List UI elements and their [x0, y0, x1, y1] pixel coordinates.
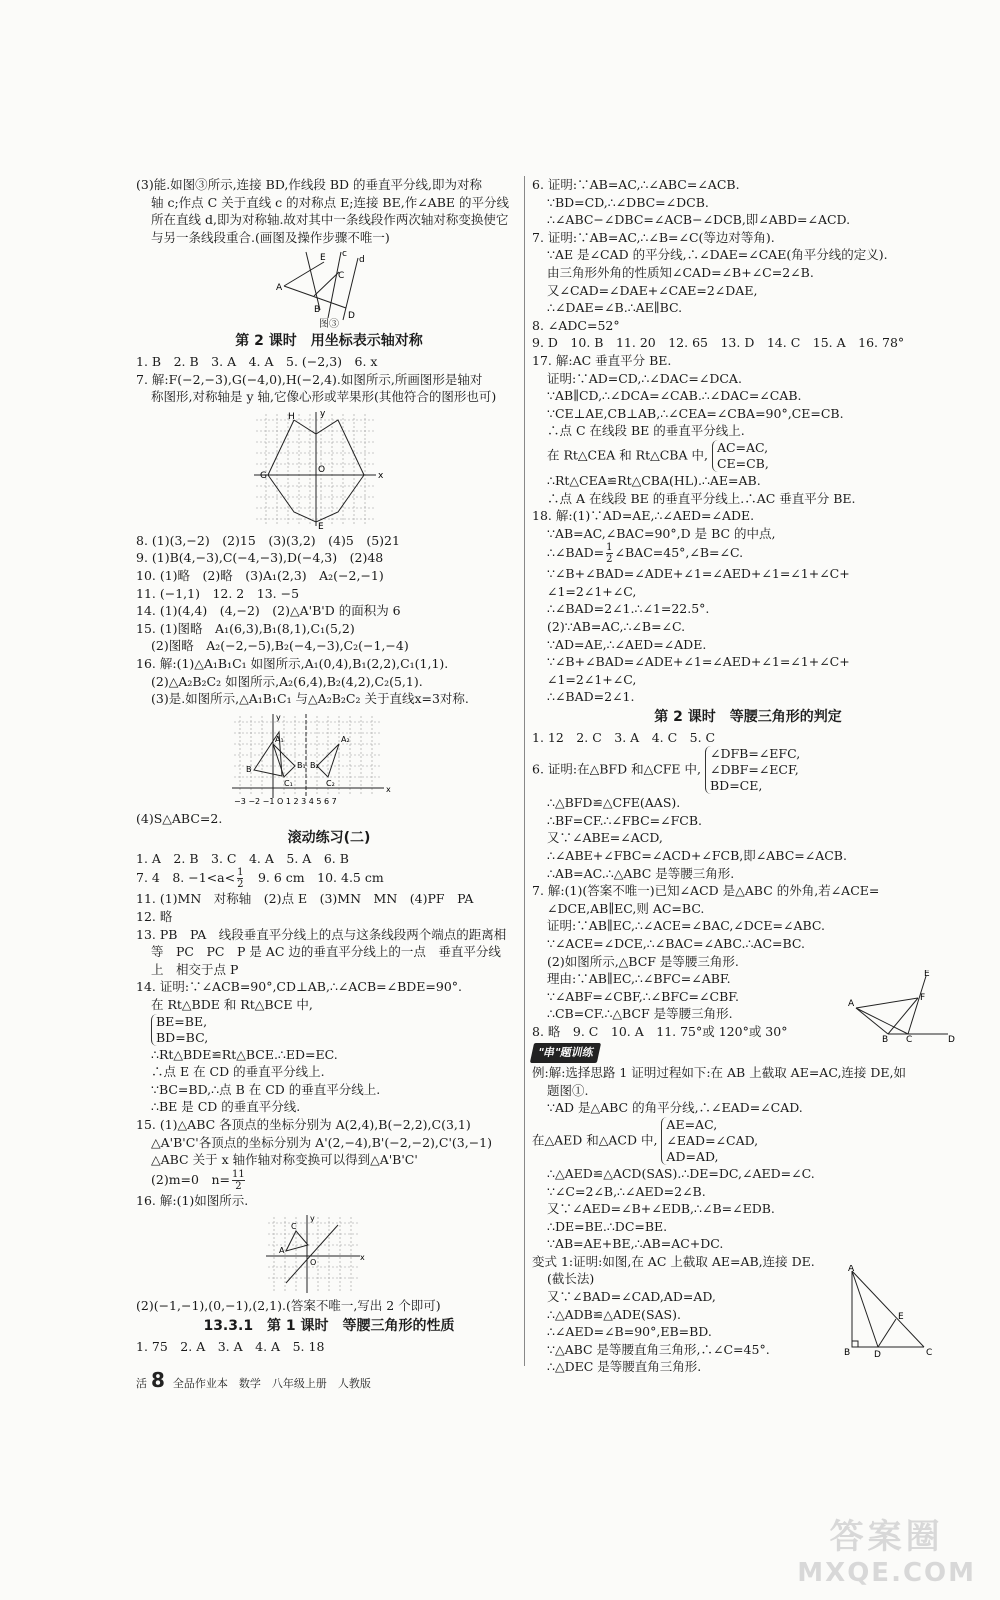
- text-line: 等 PC PC P 是 AC 边的垂直平分线上的一点 垂直平分线: [151, 944, 501, 960]
- q6-lead: 6. 证明:在△BFD 和△CFE 中,: [532, 761, 702, 777]
- q16-line: 16. 解:(1)如图所示.: [136, 1192, 249, 1208]
- text-line: 13. PB PA 线段垂直平分线上的点与这条线段两个端点的距离相: [136, 926, 507, 942]
- svg-text:B: B: [314, 305, 321, 316]
- brace-condition: ∠DFB=∠EFC,: [710, 746, 801, 762]
- svg-text:A₂: A₂: [341, 734, 350, 744]
- text-line: ∵CE⊥AE,CB⊥AB,∴∠CEA=∠CBA=90°,CE=CB.: [547, 405, 844, 421]
- svg-text:B: B: [882, 1035, 889, 1043]
- text-line: (2)∵AB=AC,∴∠B=∠C.: [547, 619, 686, 635]
- svg-text:D: D: [348, 311, 355, 322]
- text-line: ∴∠ABC−∠DBC=∠ACB−∠DCB,即∠ABD=∠ACD.: [547, 212, 851, 228]
- text-line: ∠1=2∠1+∠C,: [547, 671, 637, 687]
- intro-paragraph: [136, 176, 522, 246]
- text-line: 11. (1)MN 对称轴 (2)点 E (3)MN MN (4)PF PA: [136, 891, 474, 907]
- svg-text:C: C: [291, 1222, 297, 1232]
- fraction-denominator: 2: [237, 879, 244, 891]
- text-line: ∴Rt△CEA≌Rt△CBA(HL).∴AE=AB.: [547, 472, 761, 488]
- chain-training-badge: "串"题训练: [530, 1043, 602, 1063]
- text-line: ∵△ABC 是等腰直角三角形,∴∠C=45°.: [547, 1341, 770, 1357]
- svg-text:y: y: [276, 712, 281, 722]
- text-line: 6. 证明:∵AB=AC,∴∠ABC=∠ACB.: [532, 177, 740, 192]
- grid-heart-figure: [136, 408, 522, 530]
- example-brace-row: [532, 1117, 964, 1165]
- text-line: ∵AD 是△ABC 的角平分线,∴∠EAD=∠CAD.: [547, 1100, 803, 1116]
- svg-text:x: x: [360, 1253, 365, 1263]
- section-title-coordinates: 第 2 课时 用坐标表示轴对称: [235, 333, 423, 350]
- text-line: 又∠CAD=∠DAE+∠CAE=2∠DAE,: [547, 282, 758, 298]
- svg-text:B₁: B₁: [297, 760, 306, 770]
- book-title: 全品作业本 数学 八年级上册 人教版: [172, 1377, 371, 1390]
- page-footer: [136, 1368, 371, 1392]
- text-line: ∴BF=CF.∴∠FBC=∠FCB.: [547, 812, 702, 828]
- text-line: ∴Rt△BDE≌Rt△BCE.∴ED=EC.: [151, 1046, 338, 1062]
- text-line: (3)是.如图所示,△A₁B₁C₁ 与△A₂B₂C₂ 关于直线x=3对称.: [151, 691, 469, 707]
- triangle-figure-q7: [848, 970, 958, 1042]
- section-title-isosceles-judgement: 第 2 课时 等腰三角形的判定: [654, 709, 842, 726]
- review-answers-b: [136, 1046, 522, 1169]
- answers-coordinates: [136, 353, 522, 406]
- text-line: △A'B'C'各顶点的坐标分别为 A'(2,−4),B'(−2,−2),C'(3,−1): [151, 1134, 492, 1150]
- grid-symmetry-figure: [136, 710, 522, 808]
- fraction-denominator: 2: [606, 554, 613, 566]
- text-line: 题图①.: [547, 1082, 589, 1098]
- text-line: 9. (1)B(4,−3),C(−4,−3),D(−4,3) (2)48: [136, 550, 384, 566]
- brace-condition: BE=BE,: [156, 1013, 208, 1029]
- text-line: ∴点 E 在 CD 的垂直平分线上.: [151, 1064, 325, 1080]
- svg-text:O: O: [318, 464, 326, 475]
- system-brace: [705, 746, 800, 794]
- svg-text:A: A: [848, 1264, 855, 1274]
- fraction-numerator: 1: [606, 542, 613, 554]
- half-angle-line: [532, 542, 964, 565]
- left-column: [136, 176, 522, 1355]
- svg-text:y: y: [320, 408, 326, 419]
- text-line: (截长法): [547, 1271, 595, 1287]
- svg-text:x: x: [386, 784, 391, 794]
- svg-text:D: D: [948, 1035, 955, 1043]
- text-line: 所在直线 d,即为对称轴.故对其中一条线段作两次轴对称变换使它: [151, 212, 509, 228]
- system-brace: [712, 440, 769, 472]
- text-line: 上 相交于点 P: [151, 961, 239, 977]
- svg-text:B: B: [844, 1347, 851, 1358]
- review-line-2: [136, 867, 522, 890]
- svg-text:O: O: [310, 1258, 317, 1268]
- text-line: 证明:∵AD=CD,∴∠DAC=∠DCA.: [547, 370, 742, 386]
- watermark-line-1: 答案圈: [829, 1517, 944, 1557]
- brace-condition: AC=AC,: [716, 439, 769, 455]
- svg-text:A: A: [848, 999, 855, 1010]
- text-line: 又∵∠AED=∠B+∠EDB,∴∠B=∠EDB.: [547, 1201, 775, 1217]
- text-line: ∴CB=CF.∴△BCF 是等腰三角形.: [547, 1006, 733, 1022]
- brace-q14: [136, 1014, 522, 1046]
- figure-grid-heart: [136, 408, 522, 530]
- text-line: 轴 c;作点 C 关于直线 c 的对称点 E;连接 BE,作∠ABE 的平分线: [151, 194, 509, 210]
- text-line: ∴∠AED=∠B=90°,EB=BD.: [547, 1324, 712, 1340]
- figure-grid-symmetry: [136, 710, 522, 808]
- q16-answer-2: (2)(−1,−1),(0,−1),(2,1).(答案不唯一,写出 2 个即可): [136, 1298, 441, 1314]
- svg-text:C: C: [926, 1347, 933, 1358]
- svg-text:−3 −2 −1 O 1 2 3 4 5 6: −3 −2 −1 O 1 2 3 4 5 6 7: [234, 796, 337, 806]
- figure-grid-q16: [136, 1211, 522, 1295]
- figure-3: [136, 248, 522, 330]
- area-answer: (4)S△ABC=2.: [136, 810, 223, 826]
- grid-q16-figure: [136, 1211, 522, 1295]
- fraction-half: [606, 542, 612, 565]
- right-answers-e: [532, 1064, 964, 1117]
- svg-text:E: E: [924, 970, 930, 980]
- text-line: 16. 解:(1)△A₁B₁C₁ 如图所示,A₁(0,4),B₁(2,2),C₁(1,1).: [136, 655, 449, 671]
- text-line: 由三角形外角的性质知∠CAD=∠B+∠C=2∠B.: [547, 264, 814, 280]
- text-line: ∴△BFD≌△CFE(AAS).: [547, 795, 681, 811]
- q6-brace-row: [532, 746, 964, 794]
- right-triangle-figure: [844, 1265, 934, 1361]
- column-divider: [524, 176, 525, 1366]
- answers-coordinates-2: [136, 532, 522, 708]
- svg-text:E: E: [320, 253, 326, 264]
- text-line: (2)如图所示,△BCF 是等腰三角形.: [547, 953, 739, 969]
- text-line: 14. (1)(4,4) (4,−2) (2)△A'B'D 的面积为 6: [136, 603, 401, 619]
- svg-text:G: G: [260, 470, 267, 481]
- text-line: 12. 略: [136, 909, 173, 925]
- text-line: ∠1=2∠1+∠C,: [547, 583, 637, 599]
- svg-text:C: C: [906, 1035, 913, 1043]
- text-line: ∴∠DAE=∠B.∴AE∥BC.: [547, 300, 683, 316]
- svg-text:C₁: C₁: [284, 778, 293, 788]
- section-title-review: 滚动练习(二): [287, 830, 371, 847]
- text-line: ∴△AED≌△ACD(SAS).∴DE=DC,∠AED=∠C.: [547, 1165, 815, 1181]
- brace-condition: CE=CB,: [716, 455, 769, 471]
- text-line: ∠DCE,AB∥EC,则 AC=BC.: [547, 900, 705, 916]
- text-line: 1. B 2. B 3. A 4. A 5. (−2,3) 6. x: [136, 353, 378, 369]
- text-line: ∵AB=AC,∠BAC=90°,D 是 BC 的中点,: [547, 525, 776, 541]
- text-line: ∴∠ABE+∠FBC=∠ACD+∠FCB,即∠ABC=∠ACB.: [547, 848, 847, 863]
- isosceles-properties-answers: 1. 75 2. A 3. A 4. A 5. 18: [136, 1338, 325, 1354]
- q15-m-n: [136, 1169, 522, 1192]
- right-answers-c: [532, 565, 964, 706]
- text-line: ∴∠BAD=2∠1.∴∠1=22.5°.: [547, 601, 710, 617]
- review-line-1: 1. A 2. B 3. C 4. A 5. A 6. B: [136, 850, 349, 866]
- brace-condition: BD=CE,: [710, 778, 763, 794]
- q17-brace-lead: 在 Rt△CEA 和 Rt△CBA 中,: [547, 447, 708, 463]
- text-line: 18. 解:(1)∵AD=AE,∴∠AED=∠ADE.: [532, 508, 755, 524]
- svg-text:F: F: [920, 993, 926, 1004]
- fraction-denominator: 2: [235, 1180, 242, 1192]
- svg-text:D: D: [874, 1349, 881, 1360]
- watermark: [797, 1509, 976, 1588]
- fraction-numerator: 11: [232, 1168, 245, 1180]
- svg-text:y: y: [310, 1214, 315, 1224]
- text-line: 9. D 10. B 11. 20 12. 65 13. D 14. C 15. A 16. 78°: [532, 335, 905, 351]
- svg-text:B₂: B₂: [310, 760, 319, 770]
- text-line: 8. (1)(3,−2) (2)15 (3)(3,2) (4)5 (5)21: [136, 532, 400, 548]
- text-line: 与另一条线段重合.(画图及操作步骤不唯一): [151, 229, 390, 245]
- system-brace: [151, 1014, 208, 1046]
- text-line: ∵AD=AE,∴∠AED=∠ADE.: [547, 636, 707, 652]
- text-line: (2)图略 A₂(−2,−5),B₂(−4,−3),C₂(−1,−4): [151, 638, 409, 654]
- svg-text:E: E: [898, 1311, 904, 1322]
- text-line: (3)能.如图③所示,连接 BD,作线段 BD 的垂直平分线,即为对称: [136, 177, 482, 192]
- svg-text:H: H: [288, 411, 295, 422]
- text-line: ∴BE 是 CD 的垂直平分线.: [151, 1099, 301, 1115]
- example-brace-lead: 在△AED 和△ACD 中,: [532, 1132, 658, 1148]
- watermark-line-2: MXQE.COM: [797, 1558, 976, 1588]
- brace-condition: AE=AC,: [666, 1116, 718, 1132]
- review-line-2b: 9. 6 cm 10. 4.5 cm: [245, 870, 384, 886]
- text-line: ∵∠C=2∠B,∴∠AED=2∠B.: [547, 1183, 706, 1199]
- text-line: ∵BD=CD,∴∠DBC=∠DCB.: [547, 194, 709, 210]
- text-line: ∵∠ABF=∠CBF,∴∠BFC=∠CBF.: [547, 988, 739, 1004]
- review-line-2a: 7. 4 8. −1<a<: [136, 870, 236, 886]
- half-angle-b: ∠BAC=45°,∠B=∠C.: [614, 545, 744, 561]
- fraction-numerator: 1: [237, 867, 244, 879]
- fraction-eleven-halves: [232, 1169, 245, 1192]
- text-line: ∵AB=AE+BE,∴AB=AC+DC.: [547, 1236, 724, 1252]
- q17-brace-row: [532, 440, 964, 472]
- right-answers-b: [532, 472, 964, 542]
- svg-text:C₂: C₂: [326, 778, 335, 788]
- half-angle-a: ∴∠BAD=: [547, 545, 605, 561]
- text-line: 变式 1:证明:如图,在 AC 上截取 AE=AB,连接 DE.: [532, 1253, 815, 1269]
- right-column: [532, 176, 964, 1376]
- text-line: 7. 解:(1)(答案不唯一)已知∠ACD 是△ABC 的外角,若∠ACE=: [532, 883, 880, 899]
- fraction-one-half: [237, 867, 243, 890]
- text-line: ∵AE 是∠CAD 的平分线,∴∠DAE=∠CAE(角平分线的定义).: [547, 247, 888, 263]
- svg-text:d: d: [359, 255, 365, 266]
- text-line: 称图形,对称轴是 y 轴,它像心形或苹果形(其他符合的图形也可): [151, 389, 497, 405]
- text-line: ∴△DEC 是等腰直角三角形.: [547, 1359, 702, 1375]
- judgement-answers: 1. 12 2. C 3. A 4. C 5. C: [532, 729, 716, 745]
- text-line: ∴AB=AC.∴△ABC 是等腰三角形.: [547, 865, 735, 881]
- q7-block: [532, 794, 964, 1043]
- text-line: △ABC 关于 x 轴作轴对称变换可以得到△A'B'C': [151, 1152, 418, 1168]
- svg-text:A: A: [279, 1246, 285, 1256]
- text-line: 理由:∵AB∥EC,∴∠BFC=∠ABF.: [547, 971, 731, 987]
- right-answers-a: [532, 176, 964, 440]
- text-line: ∴点 A 在线段 BE 的垂直平分线上.∴AC 垂直平分 BE.: [547, 490, 856, 506]
- text-line: (2)△A₂B₂C₂ 如图所示,A₂(6,4),B₂(4,2),C₂(5,1).: [151, 673, 423, 689]
- text-line: ∵∠ACE=∠DCE,∴∠BAC=∠ABC.∴AC=BC.: [547, 935, 805, 951]
- svg-text:B: B: [246, 764, 252, 774]
- svg-text:E: E: [318, 521, 324, 530]
- text-line: 11. (−1,1) 12. 2 13. −5: [136, 585, 300, 601]
- review-answers: [136, 890, 522, 1013]
- text-line: 例:解:选择思路 1 证明过程如下:在 AB 上截取 AE=AC,连接 DE,如: [532, 1065, 907, 1081]
- text-line: 又∵∠BAD=∠CAD,AD=AD,: [547, 1289, 716, 1305]
- text-line: 14. 证明:∵∠ACB=90°,CD⊥AB,∴∠ACB=∠BDE=90°.: [136, 979, 463, 995]
- text-line: 证明:∵AB∥EC,∴∠ACE=∠BAC,∠DCE=∠ABC.: [547, 918, 825, 934]
- brace-condition: ∠EAD=∠CAD,: [666, 1132, 759, 1148]
- svg-text:A₁: A₁: [275, 734, 284, 744]
- variant-block: [532, 1165, 964, 1376]
- text-line: ∵∠B+∠BAD=∠ADE+∠1=∠AED+∠1=∠1+∠C+: [547, 654, 850, 670]
- text-line: ∴∠BAD=2∠1.: [547, 689, 635, 705]
- text-line: ∴点 C 在线段 BE 的垂直平分线上.: [547, 423, 745, 439]
- text-line: 15. (1)图略 A₁(6,3),B₁(8,1),C₁(5,2): [136, 620, 355, 636]
- system-brace: [661, 1117, 758, 1165]
- svg-text:C: C: [338, 271, 345, 282]
- svg-text:c: c: [342, 249, 347, 260]
- chain-training-header: [532, 1043, 964, 1063]
- svg-text:A: A: [276, 283, 283, 294]
- text-line: 8. 略 9. C 10. A 11. 75°或 120°或 30°: [532, 1023, 788, 1039]
- text-line: 7. 解:F(−2,−3),G(−4,0),H(−2,4).如图所示,所画图形是轴对: [136, 371, 483, 387]
- page-number: 8: [151, 1368, 165, 1392]
- text-line: ∴△ADB≌△ADE(SAS).: [547, 1306, 681, 1322]
- text-line: 15. (1)△ABC 各顶点的坐标分别为 A(2,4),B(−2,2),C(3,1): [136, 1117, 471, 1132]
- brace-condition: ∠DBF=∠ECF,: [710, 762, 799, 778]
- figure-3-caption: 图③: [319, 319, 339, 331]
- section-title-isosceles-properties: 13.3.1 第 1 课时 等腰三角形的性质: [203, 1317, 455, 1334]
- m-n-text: (2)m=0 n=: [151, 1171, 231, 1187]
- text-line: 在 Rt△BDE 和 Rt△BCE 中,: [151, 997, 313, 1013]
- footer-prefix: 活: [136, 1377, 147, 1390]
- brace-condition: BD=BC,: [156, 1029, 209, 1045]
- svg-text:x: x: [378, 470, 384, 481]
- text-line: ∴DE=BE.∴DC=BE.: [547, 1218, 668, 1234]
- text-line: 17. 解:AC 垂直平分 BE.: [532, 352, 672, 368]
- text-line: 又∵∠ABE=∠ACD,: [547, 830, 663, 846]
- text-line: ∵AB∥CD,∴∠DCA=∠CAB.∴∠DAC=∠CAB.: [547, 388, 802, 404]
- text-line: 10. (1)略 (2)略 (3)A₁(2,3) A₂(−2,−1): [136, 567, 384, 583]
- text-line: 8. ∠ADC=52°: [532, 317, 620, 333]
- text-line: ∵BC=BD,∴点 B 在 CD 的垂直平分线上.: [151, 1081, 381, 1097]
- text-line: 7. 证明:∵AB=AC,∴∠B=∠C(等边对等角).: [532, 229, 775, 245]
- text-line: ∵∠B+∠BAD=∠ADE+∠1=∠AED+∠1=∠1+∠C+: [547, 566, 850, 582]
- brace-condition: AD=AD,: [666, 1148, 719, 1164]
